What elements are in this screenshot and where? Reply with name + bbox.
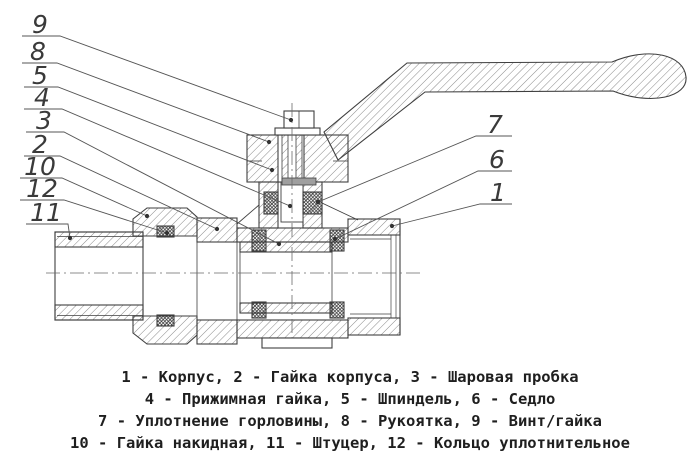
callout-12-label: 12 bbox=[26, 174, 58, 203]
spindle-packing-left bbox=[264, 192, 278, 214]
part-seal-ring bbox=[157, 226, 174, 326]
callout-1-label: 1 bbox=[490, 178, 506, 207]
callout-5-label: 5 bbox=[32, 61, 48, 90]
callout-5 bbox=[24, 61, 274, 172]
legend-line-1: 1 - Корпус, 2 - Гайка корпуса, 3 - Шаровая пробка bbox=[121, 368, 579, 386]
legend-line-3: 7 - Уплотнение горловины, 8 - Рукоятка, 9 - Винт/гайка bbox=[98, 412, 602, 430]
part-body bbox=[237, 203, 358, 348]
legend-line-4: 10 - Гайка накидная, 11 - Штуцер, 12 - Кольцо уплотнительное bbox=[70, 434, 630, 452]
callout-9-label: 9 bbox=[32, 10, 48, 39]
callout-8 bbox=[22, 37, 271, 144]
callout-1 bbox=[390, 178, 512, 228]
callout-4-label: 4 bbox=[34, 83, 50, 112]
parts-legend bbox=[0, 366, 700, 454]
legend-line-2: 4 - Прижимная гайка, 5 - Шпиндель, 6 - Седло bbox=[144, 390, 556, 408]
callout-9 bbox=[22, 10, 293, 122]
valve-body-section bbox=[55, 111, 400, 348]
callout-6-label: 6 bbox=[489, 145, 505, 174]
callout-8-label: 8 bbox=[30, 37, 46, 66]
part-body-nut bbox=[197, 218, 237, 344]
part-body-socket bbox=[348, 219, 400, 335]
handle-lever bbox=[324, 54, 686, 160]
callout-7-label: 7 bbox=[487, 110, 503, 139]
handle-outline bbox=[324, 54, 686, 160]
callout-2-label: 2 bbox=[32, 130, 48, 159]
callout-10-label: 10 bbox=[24, 152, 56, 181]
part-fitting bbox=[55, 232, 143, 320]
callout-11-label: 11 bbox=[30, 198, 62, 227]
handle-washer bbox=[275, 128, 320, 135]
callout-3-label: 3 bbox=[36, 106, 52, 135]
gland-washer bbox=[282, 178, 316, 185]
